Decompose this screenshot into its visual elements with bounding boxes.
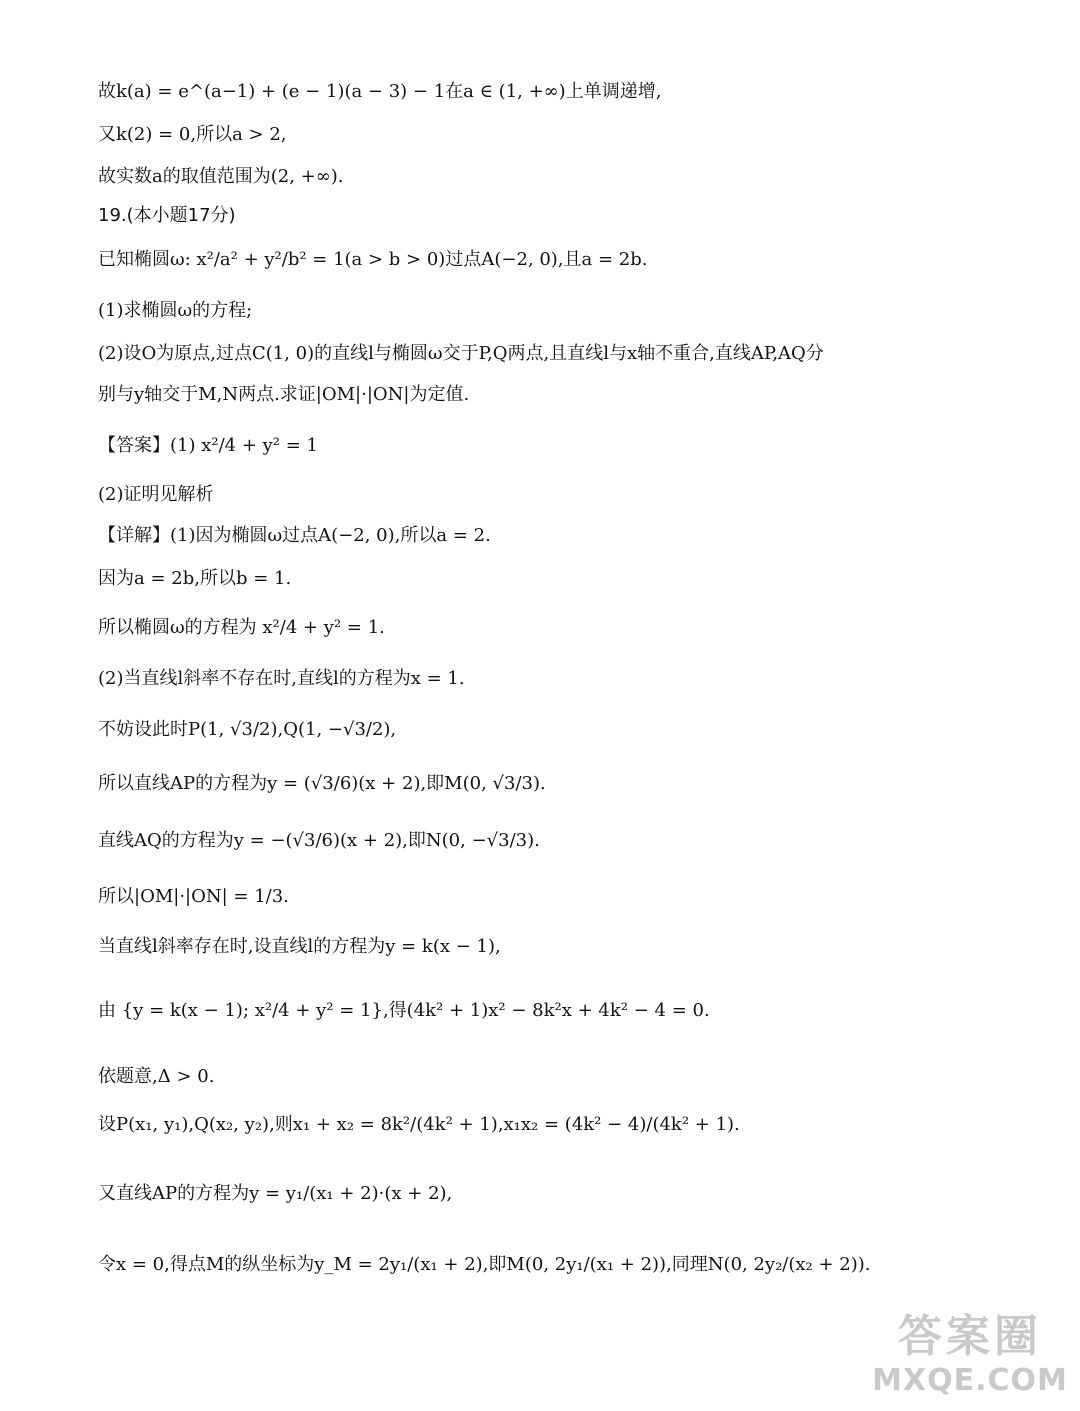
solution-line-3: 所以椭圆ω的方程为 x²/4 + y² = 1. <box>98 617 385 638</box>
text-line-1: 故k(a) = e^(a−1) + (e − 1)(a − 3) − 1在a ∈ (1, +∞)上单调递增, <box>98 81 662 102</box>
solution-line-10: 由 {y = k(x − 1); x²/4 + y² = 1},得(4k² + 1)x² − 8k²x + 4k² − 4 = 0. <box>98 1000 710 1021</box>
solution-line-1: 【详解】(1)因为椭圆ω过点A(−2, 0),所以a = 2. <box>98 525 491 546</box>
question-part-2-line-2: 别与y轴交于M,N两点.求证|OM|·|ON|为定值. <box>98 384 470 405</box>
question-part-2-line-1: (2)设O为原点,过点C(1, 0)的直线l与椭圆ω交于P,Q两点,且直线l与x轴不重合,直线AP,AQ分 <box>98 343 824 364</box>
text-line-3: 故实数a的取值范围为(2, +∞). <box>98 166 344 187</box>
question-statement: 已知椭圆ω: x²/a² + y²/b² = 1(a > b > 0)过点A(−2, 0),且a = 2b. <box>98 249 648 270</box>
answer-part-2: (2)证明见解析 <box>98 484 214 505</box>
answer-line: 【答案】(1) x²/4 + y² = 1 <box>98 435 318 456</box>
question-heading: 19.(本小题17分) <box>98 205 236 226</box>
watermark-logo <box>870 1311 1070 1403</box>
solution-line-4: (2)当直线l斜率不存在时,直线l的方程为x = 1. <box>98 668 465 689</box>
solution-line-12: 设P(x₁, y₁),Q(x₂, y₂),则x₁ + x₂ = 8k²/(4k² + 1),x₁x₂ = (4k² − 4)/(4k² + 1). <box>98 1114 740 1135</box>
solution-line-7: 直线AQ的方程为y = −(√3/6)(x + 2),即N(0, −√3/3). <box>98 830 540 851</box>
solution-line-14: 令x = 0,得点M的纵坐标为y_M = 2y₁/(x₁ + 2),即M(0, 2y₁/(x₁ + 2)),同理N(0, 2y₂/(x₂ + 2)). <box>98 1254 871 1275</box>
solution-line-13: 又直线AP的方程为y = y₁/(x₁ + 2)·(x + 2), <box>98 1183 453 1204</box>
solution-line-6: 所以直线AP的方程为y = (√3/6)(x + 2),即M(0, √3/3). <box>98 773 546 794</box>
watermark-text-bottom: MXQE.COM <box>872 1363 1068 1398</box>
solution-line-5: 不妨设此时P(1, √3/2),Q(1, −√3/2), <box>98 719 397 740</box>
solution-line-8: 所以|OM|·|ON| = 1/3. <box>98 886 289 907</box>
text-line-2: 又k(2) = 0,所以a > 2, <box>98 124 287 145</box>
question-part-1: (1)求椭圆ω的方程; <box>98 300 253 321</box>
watermark-text-top: 答案圈 <box>898 1311 1042 1362</box>
solution-line-2: 因为a = 2b,所以b = 1. <box>98 568 292 589</box>
solution-line-9: 当直线l斜率存在时,设直线l的方程为y = k(x − 1), <box>98 936 501 957</box>
solution-line-11: 依题意,Δ > 0. <box>98 1066 215 1087</box>
